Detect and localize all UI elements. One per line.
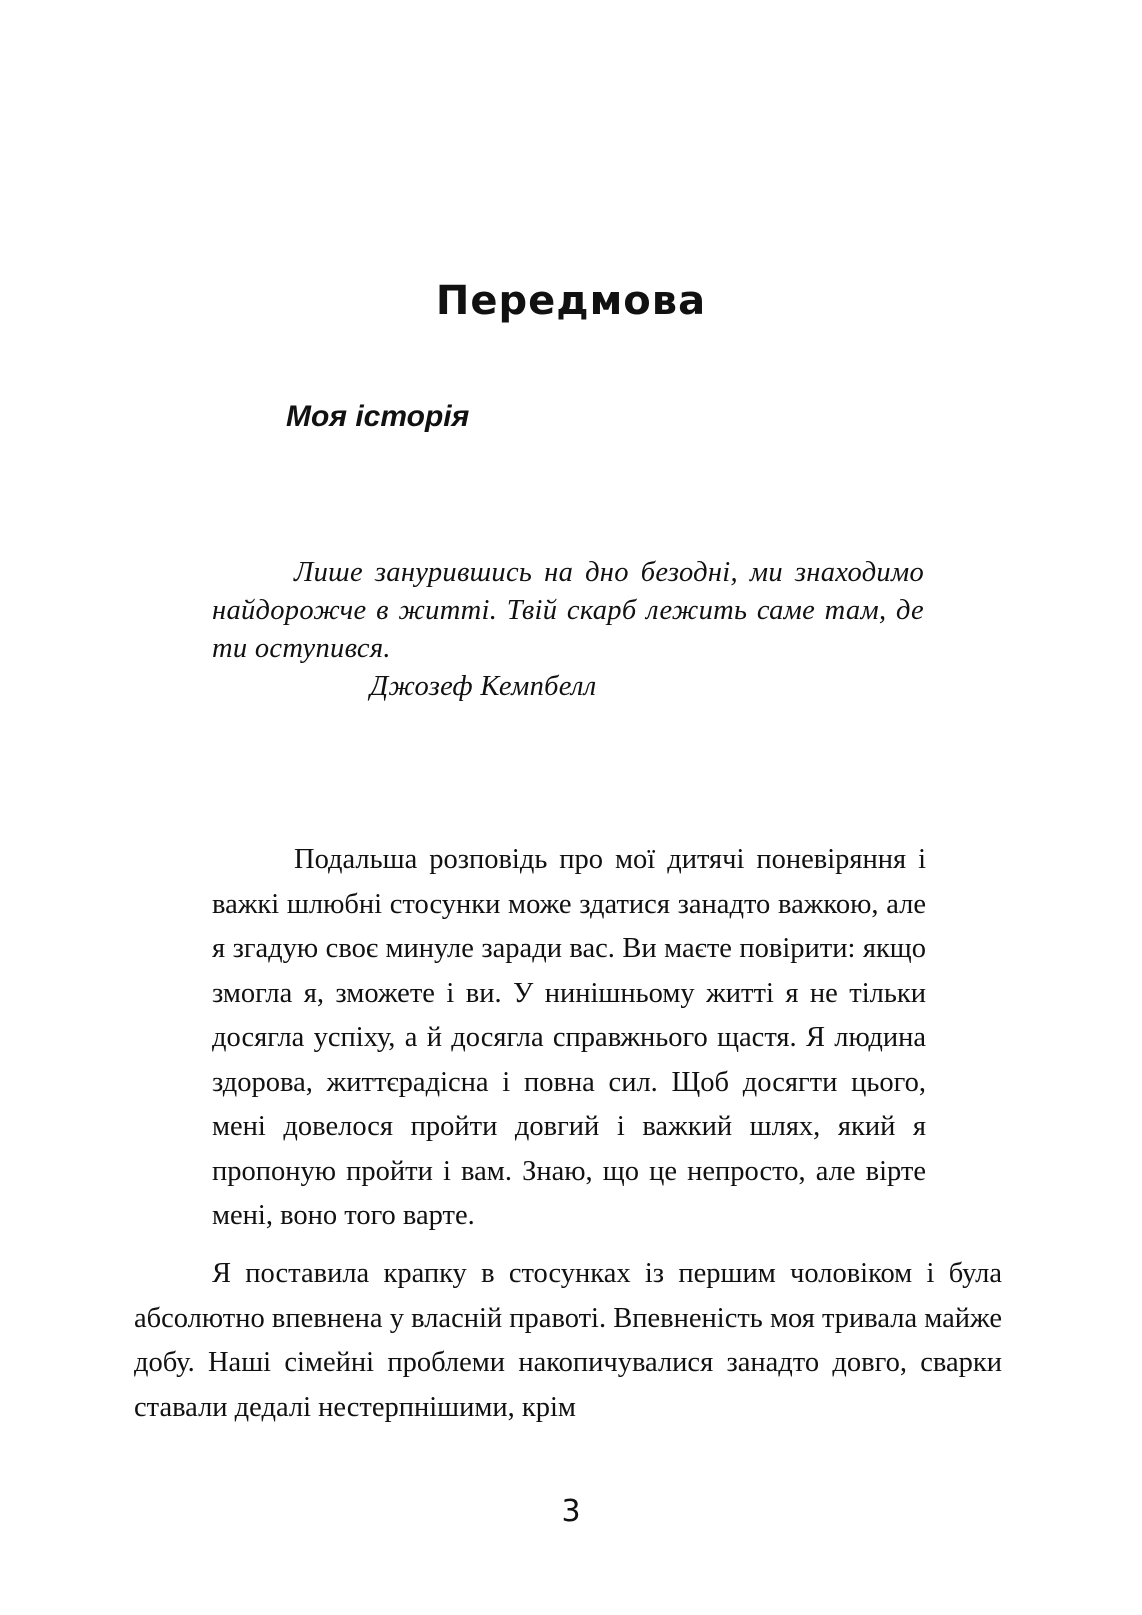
epigraph-quote: Лише занурившись на дно безодні, ми знаходимо найдорожче в житті. Твій скарб лежить саме там, де ти оступився.	[212, 557, 924, 664]
section-title: Моя історія	[286, 400, 470, 433]
page-number: 3	[561, 1494, 581, 1529]
body-paragraph: Я поставила крапку в стосунках із першим чоловіком і була абсолютно впевнена у власній правоті. Впевненість моя тривала майже добу. Наші сімейні проблеми накопичувалися занадто довго, сварки ставали дедалі нестерпнішими, крім	[134, 1258, 1002, 1423]
chapter-title: Передмова	[435, 278, 707, 324]
epigraph-author: Джозеф Кемпбелл	[370, 671, 597, 702]
intro-paragraph: Подальша розповідь про мої дитячі поневіряння і важкі шлюбні стосунки може здатися занадто важкою, але я згадую своє минуле заради вас. Ви маєте повірити: якщо змогла я, зможете і ви. У нинішньому житті я не тільки досягла успіху, а й досягла справжнього щастя. Я людина здорова, життєрадісна і повна сил. Щоб досягти цього, мені довелося пройти довгий і важкий шлях, який я пропоную пройти і вам. Знаю, що це непросто, але вірте мені, воно того варте.	[212, 844, 926, 1231]
